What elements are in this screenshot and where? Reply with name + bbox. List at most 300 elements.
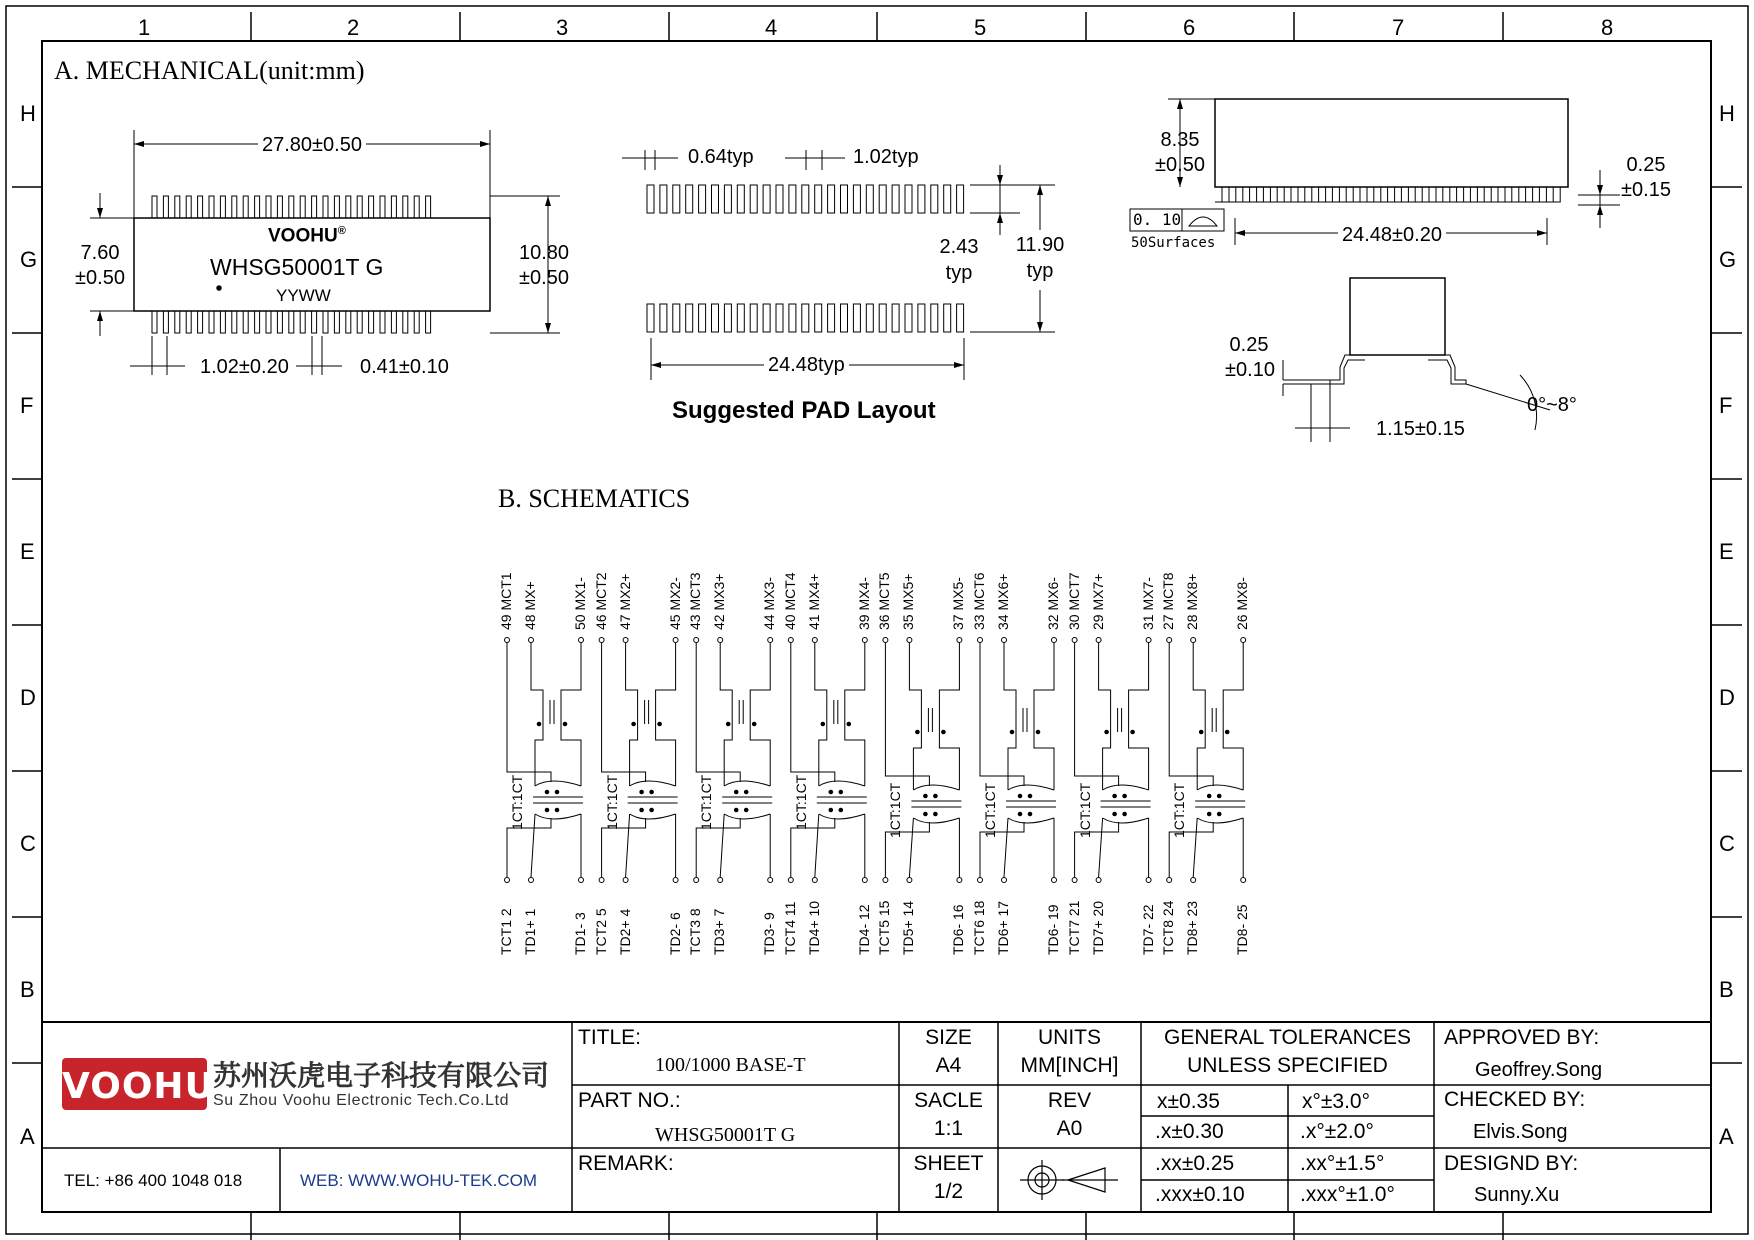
dot [916, 730, 920, 734]
dot [1225, 730, 1229, 734]
bottom-pin [403, 311, 408, 333]
pad [699, 304, 706, 332]
side-lead [1250, 187, 1257, 202]
schematic-drawing [505, 638, 1246, 883]
schematic-bottom-pin-label: TCT5 15 [876, 900, 893, 955]
company-logo-text: VOOHU [62, 1066, 215, 1107]
pad [712, 185, 719, 213]
schematic-bottom-pin-label: TD2+ 4 [616, 908, 633, 955]
transformer-secondary [1197, 818, 1243, 823]
dot [1028, 812, 1032, 816]
side-lead [1388, 187, 1395, 202]
wire [656, 722, 676, 772]
center-tap-wire [1075, 643, 1119, 786]
company-logo [62, 1058, 215, 1110]
schematic-top-pin-label: 39 MX4- [855, 577, 872, 630]
pad-layout-drawing [622, 150, 1055, 380]
center-tap-wire [696, 643, 740, 782]
pad [866, 185, 873, 213]
transformer-secondary [1008, 818, 1054, 823]
top-pin [175, 196, 180, 218]
wire [626, 814, 630, 877]
transformer-secondary [630, 814, 676, 819]
schematic-bottom-pin-label: TCT2 5 [592, 908, 609, 955]
pitch-dim: 1.02±0.20 [200, 356, 289, 378]
pad-pitch-dim: 1.02typ [853, 146, 919, 168]
top-pin [198, 196, 203, 218]
dot [650, 808, 654, 812]
row-label-b-right: B [1719, 977, 1734, 1002]
dot [1123, 812, 1127, 816]
dot [744, 790, 748, 794]
pad [957, 185, 964, 213]
dot [734, 808, 738, 812]
center-tap-wire [980, 643, 1024, 786]
pin-circle [812, 878, 817, 883]
sheet-label: SHEET [913, 1152, 984, 1175]
bottom-pin [380, 311, 385, 333]
pad [660, 185, 667, 213]
row-label-b-left: B [20, 977, 35, 1002]
transformer-primary [535, 781, 581, 786]
bottom-pin [300, 311, 305, 333]
schematic-top-pin-label: 43 MCT3 [687, 572, 704, 630]
row-span-label: typ [1026, 260, 1054, 282]
schematic-bottom-pin-label: TD8- 25 [1234, 904, 1251, 955]
pad [944, 185, 951, 213]
dot [640, 808, 644, 812]
pad [750, 304, 757, 332]
side-lead [1539, 187, 1546, 202]
wire [909, 643, 921, 710]
schematic-top-pin-label: 46 MCT2 [592, 572, 609, 630]
top-pin [186, 196, 191, 218]
schematic-top-pin-label: 41 MX4+ [805, 573, 822, 630]
dot [847, 722, 851, 726]
pin-circle [1191, 878, 1196, 883]
dot [924, 812, 928, 816]
row-span-value: 11.90 [1015, 234, 1065, 256]
coplanarity-label: 50Surfaces [1131, 235, 1216, 251]
dot [658, 722, 662, 726]
dot [1217, 812, 1221, 816]
pin-circle [579, 878, 584, 883]
dot [545, 790, 549, 794]
dot [744, 808, 748, 812]
row-label-c-right: C [1719, 831, 1735, 856]
wire [1099, 818, 1103, 877]
top-pin [323, 196, 328, 218]
row-label-d-left: D [20, 685, 36, 710]
coplanarity-value: 0. 10 [1133, 210, 1182, 229]
top-pin [152, 196, 157, 218]
schematic-top-pin-label: 27 MCT8 [1160, 572, 1177, 630]
bottom-pin [346, 311, 351, 333]
pin-circle [1096, 638, 1101, 643]
bottom-pin [243, 311, 248, 333]
row-label-f-left: F [20, 393, 34, 418]
schematic-bottom-pin-label: TD7- 22 [1139, 904, 1156, 955]
top-pin [289, 196, 294, 218]
schematic-bottom-pin-label: TCT3 8 [687, 908, 704, 955]
top-pin [403, 196, 408, 218]
schematic-top-pin-label: 33 MCT6 [971, 572, 987, 630]
body-height-tol: ±0.50 [75, 267, 125, 289]
size-value: A4 [935, 1054, 962, 1077]
pin-circle [673, 878, 678, 883]
wire [815, 643, 827, 702]
part-label: PART NO.: [578, 1089, 681, 1112]
pad [776, 304, 783, 332]
bottom-pin [186, 311, 191, 333]
schematic-top-pin-label: 36 MCT5 [876, 572, 893, 630]
wire [561, 722, 581, 772]
transformer-primary [1103, 785, 1149, 790]
top-pin [312, 196, 317, 218]
bottom-pin [198, 311, 203, 333]
designed-label: DESIGND BY: [1444, 1152, 1579, 1175]
pin-circle [1191, 638, 1196, 643]
wire [1034, 730, 1054, 780]
pin-circle [957, 638, 962, 643]
pad [647, 304, 654, 332]
dot [640, 790, 644, 794]
projection-symbol [1020, 1160, 1118, 1200]
bottom-pin [414, 311, 419, 333]
pin-circle [718, 638, 723, 643]
pin-circle [505, 878, 510, 883]
pad-span-dim: 24.48typ [764, 355, 849, 375]
col-label-1: 1 [138, 15, 151, 40]
title-block-lines [42, 1022, 1711, 1212]
col-label-6: 6 [1183, 15, 1196, 40]
row-label-g-left: G [20, 247, 38, 272]
side-lead [1222, 187, 1229, 202]
row-label-e-left: E [20, 539, 35, 564]
pin-circle [579, 638, 584, 643]
side-height-value: 8.35 [1160, 129, 1200, 151]
center-tap-wire [507, 643, 551, 782]
pad [879, 185, 886, 213]
bottom-pin [369, 311, 374, 333]
wire [750, 643, 770, 702]
pad-length-label: typ [945, 262, 973, 284]
pin-circle [883, 638, 888, 643]
dot [555, 790, 559, 794]
ratio-label: 1CT:1CT [792, 774, 809, 830]
tolerance-angular-3: .xxx°±1.0° [1300, 1183, 1395, 1206]
pin-circle [1072, 878, 1077, 883]
pad-layout-caption: Suggested PAD Layout [672, 397, 936, 424]
dot [829, 790, 833, 794]
schematic-bottom-pin-label: TD4- 12 [855, 904, 872, 955]
top-view-drawing [90, 130, 560, 378]
wire [656, 643, 676, 702]
top-pin [243, 196, 248, 218]
schematic-bottom-pin-label: TD6- 16 [950, 904, 967, 955]
standoff-value: 0.25 [1626, 154, 1666, 176]
top-pin [391, 196, 396, 218]
pad [660, 304, 667, 332]
top-width-dim: 27.80±0.50 [258, 135, 366, 155]
top-datecode: YYWW [276, 286, 331, 305]
pad [647, 185, 654, 213]
pad [892, 185, 899, 213]
wire [720, 814, 724, 877]
side-lead [1429, 187, 1436, 202]
dot [934, 794, 938, 798]
pad [841, 304, 848, 332]
schematic-top-pin-label: 28 MX8+ [1184, 573, 1201, 630]
pin-circle [623, 878, 628, 883]
pin-circle [1096, 878, 1101, 883]
row-label-a-left: A [20, 1124, 35, 1149]
pin-circle [862, 638, 867, 643]
pad [815, 185, 822, 213]
pin-circle [694, 878, 699, 883]
row-label-c-left: C [20, 831, 36, 856]
pin-circle [1052, 638, 1057, 643]
overall-height-tol: ±0.50 [519, 267, 569, 289]
row-label-f-right: F [1719, 393, 1733, 418]
dot [1131, 730, 1135, 734]
transformer-secondary [913, 818, 959, 823]
schematic-bottom-pin-label: TD7+ 20 [1089, 900, 1106, 955]
registered-mark: ® [337, 225, 346, 237]
transformer-primary [724, 781, 770, 786]
pad [802, 185, 809, 213]
dot [555, 808, 559, 812]
pin-circle [599, 878, 604, 883]
pin-circle [1072, 638, 1077, 643]
top-pin [357, 196, 362, 218]
dot [821, 722, 825, 726]
wire [1103, 730, 1111, 780]
pad [673, 185, 680, 213]
approved-value: Geoffrey.Song [1475, 1059, 1603, 1081]
side-lead [1553, 187, 1560, 202]
dot [829, 808, 833, 812]
schematic-bottom-pin-label: TD6- 19 [1045, 904, 1061, 955]
bottom-pin [266, 311, 271, 333]
wire [630, 722, 638, 772]
top-pin [209, 196, 214, 218]
transformer-primary [1008, 785, 1054, 790]
tolerance-header-2: UNLESS SPECIFIED [1187, 1054, 1388, 1077]
side-lead [1443, 187, 1450, 202]
schematic-bottom-pin-label: TCT4 11 [781, 901, 798, 955]
side-lead [1346, 187, 1353, 202]
side-lead [1415, 187, 1422, 202]
wire [531, 643, 543, 702]
wire [939, 643, 959, 710]
company-web-link[interactable]: WEB: WWW.WOHU-TEK.COM [300, 1171, 538, 1190]
wire [1004, 643, 1016, 710]
pin-circle [1002, 878, 1007, 883]
pad [931, 304, 938, 332]
top-pin [426, 196, 431, 218]
schematic-top-pin-label: 35 MX5+ [900, 573, 917, 630]
pad [853, 185, 860, 213]
dot [1113, 794, 1117, 798]
dot [1199, 730, 1203, 734]
wire [1193, 818, 1197, 877]
pad [737, 185, 744, 213]
dot [942, 730, 946, 734]
side-lead [1498, 187, 1505, 202]
pad [892, 304, 899, 332]
company-name-cn: 苏州沃虎电子科技有限公司 [213, 1059, 550, 1092]
dot [1207, 812, 1211, 816]
company-name-en: Su Zhou Voohu Electronic Tech.Co.Ltd [213, 1092, 510, 1109]
checked-label: CHECKED BY: [1444, 1088, 1586, 1111]
tolerance-linear-2: .xx±0.25 [1155, 1152, 1235, 1175]
pin-circle [1002, 638, 1007, 643]
schematic-top-pin-label: 49 MCT1 [498, 572, 514, 630]
schematic-bottom-pin-label: TD5+ 14 [900, 900, 917, 955]
bottom-pin [391, 311, 396, 333]
top-part-number: WHSG50001T G [210, 254, 384, 280]
pad [918, 185, 925, 213]
schematics-heading: B. SCHEMATICS [498, 484, 691, 513]
top-pin [266, 196, 271, 218]
side-height-tol: ±0.50 [1155, 154, 1205, 176]
schematic-top-pin-label: 48 MX+ [522, 581, 538, 630]
title-label: TITLE: [578, 1026, 642, 1049]
side-lead-span: 24.48±0.20 [1338, 225, 1446, 245]
side-lead [1526, 187, 1533, 202]
side-lead [1332, 187, 1339, 202]
col-label-7: 7 [1392, 15, 1405, 40]
rev-value: A0 [1056, 1117, 1083, 1140]
pad [686, 185, 693, 213]
schematic-top-pin-label: 31 MX7- [1139, 577, 1156, 630]
pin-circle [505, 638, 510, 643]
wire [531, 814, 535, 877]
transformer-primary [819, 781, 865, 786]
dot [726, 722, 730, 726]
top-pin [300, 196, 305, 218]
wire [561, 643, 581, 702]
dot [632, 722, 636, 726]
pad [776, 185, 783, 213]
col-label-2: 2 [347, 15, 360, 40]
dot [734, 790, 738, 794]
wire [1099, 643, 1111, 710]
dot [1105, 730, 1109, 734]
wire [1004, 818, 1008, 877]
sheet-value: 1/2 [933, 1180, 964, 1203]
wire [1223, 643, 1243, 710]
remark-label: REMARK: [578, 1152, 674, 1175]
schematic-top-pin-label: 40 MCT4 [781, 572, 798, 630]
dot [1113, 812, 1117, 816]
side-lead [1360, 187, 1367, 202]
pad [712, 304, 719, 332]
transformer-secondary [819, 814, 865, 819]
side-lead [1305, 187, 1312, 202]
scale-label: SACLE [914, 1089, 983, 1112]
schematic-top-pin-label: 42 MX3+ [711, 573, 728, 630]
tolerance-angular-2: .xx°±1.5° [1300, 1152, 1385, 1175]
lead-width-dim: 0.41±0.10 [360, 356, 449, 378]
top-pin [414, 196, 419, 218]
pin-circle [768, 638, 773, 643]
dot [1217, 794, 1221, 798]
top-pin [232, 196, 237, 218]
thickness-tol: ±0.10 [1225, 359, 1275, 381]
dot [924, 794, 928, 798]
schematic-bottom-pin-label: TD3+ 7 [711, 908, 728, 955]
wire [724, 722, 732, 772]
pad [763, 185, 770, 213]
part-value: WHSG50001T G [655, 1124, 796, 1146]
top-pin [163, 196, 168, 218]
top-pin [346, 196, 351, 218]
ratio-label: 1CT:1CT [509, 774, 525, 830]
dot [1018, 812, 1022, 816]
bottom-pin [312, 311, 317, 333]
bottom-pin [334, 311, 339, 333]
bottom-pin [220, 311, 225, 333]
wire [1197, 730, 1205, 780]
schematic-bottom-pin-label: TD1+ 1 [522, 908, 538, 955]
pin-circle [599, 638, 604, 643]
side-lead [1291, 187, 1298, 202]
wire [1223, 730, 1243, 780]
tolerance-linear-1: .x±0.30 [1155, 1120, 1224, 1143]
pin-circle [673, 638, 678, 643]
schematic-top-pin-label: 37 MX5- [950, 577, 967, 630]
top-pin [255, 196, 260, 218]
schematic-bottom-pin-label: TCT1 2 [498, 908, 514, 955]
body-height-value: 7.60 [80, 242, 120, 264]
schematic-top-pin-label: 26 MX8- [1234, 577, 1251, 630]
dot [545, 808, 549, 812]
wire [1193, 643, 1205, 710]
dot [650, 790, 654, 794]
rev-label: REV [1047, 1089, 1092, 1112]
row-label-h-left: H [20, 101, 36, 126]
top-brand [268, 226, 346, 245]
foot-dim: 1.15±0.15 [1376, 418, 1465, 440]
side-lead [1236, 187, 1243, 202]
schematic-bottom-pin-label: TD8+ 23 [1184, 900, 1201, 955]
scale-value: 1:1 [933, 1117, 964, 1140]
pin-circle [788, 638, 793, 643]
company-tel: TEL: +86 400 1048 018 [64, 1171, 243, 1190]
transformer-secondary [724, 814, 770, 819]
pin-circle [1241, 638, 1246, 643]
checked-value: Elvis.Song [1473, 1121, 1568, 1143]
designed-value: Sunny.Xu [1474, 1184, 1560, 1206]
wire [1034, 643, 1054, 710]
pin-circle [1167, 638, 1172, 643]
bottom-pin [175, 311, 180, 333]
transformer-secondary [535, 814, 581, 819]
wire [720, 643, 732, 702]
bottom-pin [255, 311, 260, 333]
ratio-label: 1CT:1CT [887, 782, 904, 838]
pad [763, 304, 770, 332]
wire [1129, 730, 1149, 780]
side-lead [1512, 187, 1519, 202]
dot [1010, 730, 1014, 734]
size-label: SIZE [925, 1026, 972, 1049]
wire [1008, 730, 1016, 780]
wire [1129, 643, 1149, 710]
dot [1123, 794, 1127, 798]
